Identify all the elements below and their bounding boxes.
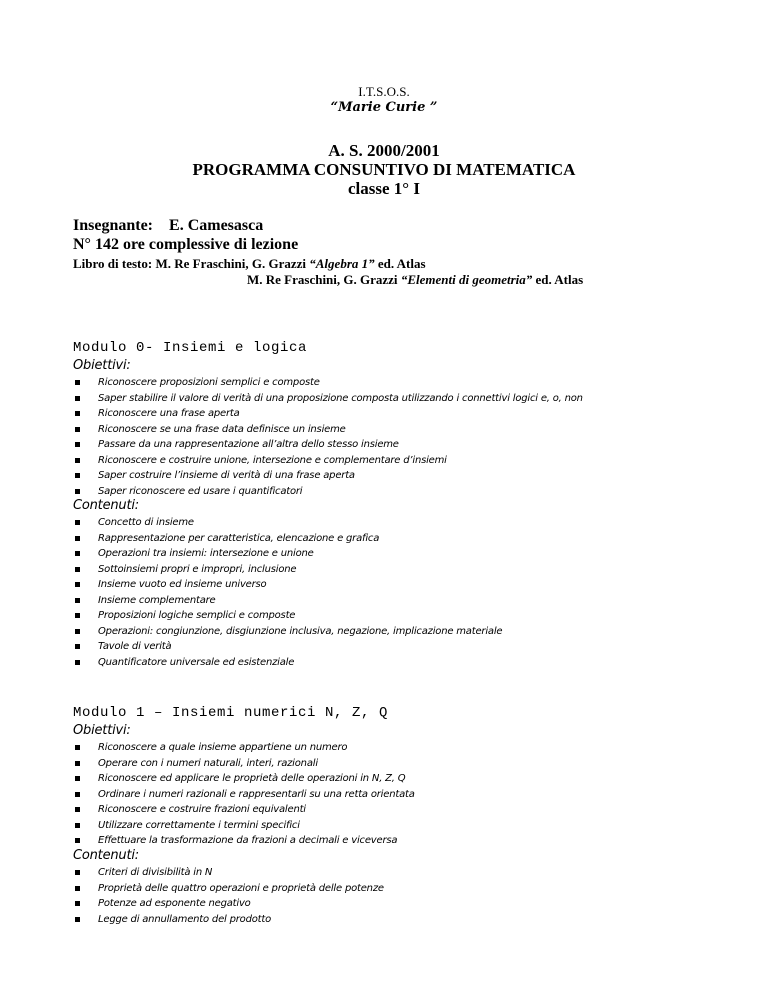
list-item: Passare da una rappresentazione all’altra dello stesso insieme (73, 437, 583, 453)
list-item: Riconoscere una frase aperta (73, 406, 583, 422)
teacher-line (73, 217, 263, 235)
school-year: A. S. 2000/2001 (328, 141, 440, 160)
list-item: Quantificatore universale ed esistenziale (73, 655, 502, 671)
list-item: Riconoscere ed applicare le proprietà delle operazioni in N, Z, Q (73, 771, 415, 787)
class-label: classe 1° I (348, 179, 420, 198)
list-item: Saper riconoscere ed usare i quantificatori (73, 484, 583, 500)
teacher-label: Insegnante: (73, 217, 154, 234)
teacher-name: E. Camesasca (169, 217, 264, 234)
module-0-objectives-list (73, 375, 583, 499)
textbook-1-publisher: ed. Atlas (374, 256, 426, 271)
list-item: Sottoinsiemi propri e impropri, inclusione (73, 562, 502, 578)
list-item: Utilizzare correttamente i termini specifici (73, 818, 415, 834)
module-1-objectives-list (73, 740, 415, 849)
list-item: Operazioni: congiunzione, disgiunzione inclusiva, negazione, implicazione materiale (73, 624, 502, 640)
hours-line: N° 142 ore complessive di lezione (73, 236, 299, 253)
textbook-line-1 (73, 256, 426, 272)
textbook-1-title: “Algebra 1” (309, 256, 375, 271)
list-item: Rappresentazione per caratteristica, elencazione e grafica (73, 531, 502, 547)
module-0-title: Modulo 0- Insiemi e logica (73, 340, 308, 356)
module-1-objectives-heading: Obiettivi: (73, 723, 131, 738)
list-item: Effettuare la trasformazione da frazioni a decimali e viceversa (73, 833, 415, 849)
list-item: Proposizioni logiche semplici e composte (73, 608, 502, 624)
list-item: Riconoscere proposizioni semplici e composte (73, 375, 583, 391)
module-0-contents-list (73, 515, 502, 670)
textbook-2-publisher: ed. Atlas (532, 272, 584, 287)
list-item: Operare con i numeri naturali, interi, razionali (73, 756, 415, 772)
program-title: PROGRAMMA CONSUNTIVO DI MATEMATICA (192, 160, 576, 179)
list-item: Riconoscere se una frase data definisce un insieme (73, 422, 583, 438)
list-item: Saper stabilire il valore di verità di una proposizione composta utilizzando i connettivi logici e, o, non (73, 391, 583, 407)
textbook-label: Libro di testo: M. Re Fraschini, G. Grazzi (73, 256, 310, 271)
list-item: Operazioni tra insiemi: intersezione e unione (73, 546, 502, 562)
list-item: Legge di annullamento del prodotto (73, 912, 384, 928)
module-0-objectives-heading: Obiettivi: (73, 358, 131, 373)
textbook-2-authors: M. Re Fraschini, G. Grazzi (247, 272, 401, 287)
school-name: “Marie Curie ” (330, 100, 438, 115)
module-1-contents-list (73, 865, 384, 927)
textbook-line-2 (247, 272, 583, 288)
list-item: Ordinare i numeri razionali e rappresentarli su una retta orientata (73, 787, 415, 803)
list-item: Saper costruire l’insieme di verità di una frase aperta (73, 468, 583, 484)
module-0-contents-heading: Contenuti: (73, 498, 139, 513)
module-1-title: Modulo 1 – Insiemi numerici N, Z, Q (73, 705, 389, 721)
list-item: Concetto di insieme (73, 515, 502, 531)
list-item: Riconoscere a quale insieme appartiene un numero (73, 740, 415, 756)
textbook-2-title: “Elementi di geometria” (400, 272, 533, 287)
list-item: Potenze ad esponente negativo (73, 896, 384, 912)
list-item: Insieme complementare (73, 593, 502, 609)
list-item: Criteri di divisibilità in N (73, 865, 384, 881)
list-item: Riconoscere e costruire frazioni equivalenti (73, 802, 415, 818)
list-item: Proprietà delle quattro operazioni e proprietà delle potenze (73, 881, 384, 897)
module-1-contents-heading: Contenuti: (73, 848, 139, 863)
list-item: Insieme vuoto ed insieme universo (73, 577, 502, 593)
school-acronym: I.T.S.O.S. (358, 84, 410, 99)
list-item: Riconoscere e costruire unione, intersezione e complementare d’insiemi (73, 453, 583, 469)
list-item: Tavole di verità (73, 639, 502, 655)
